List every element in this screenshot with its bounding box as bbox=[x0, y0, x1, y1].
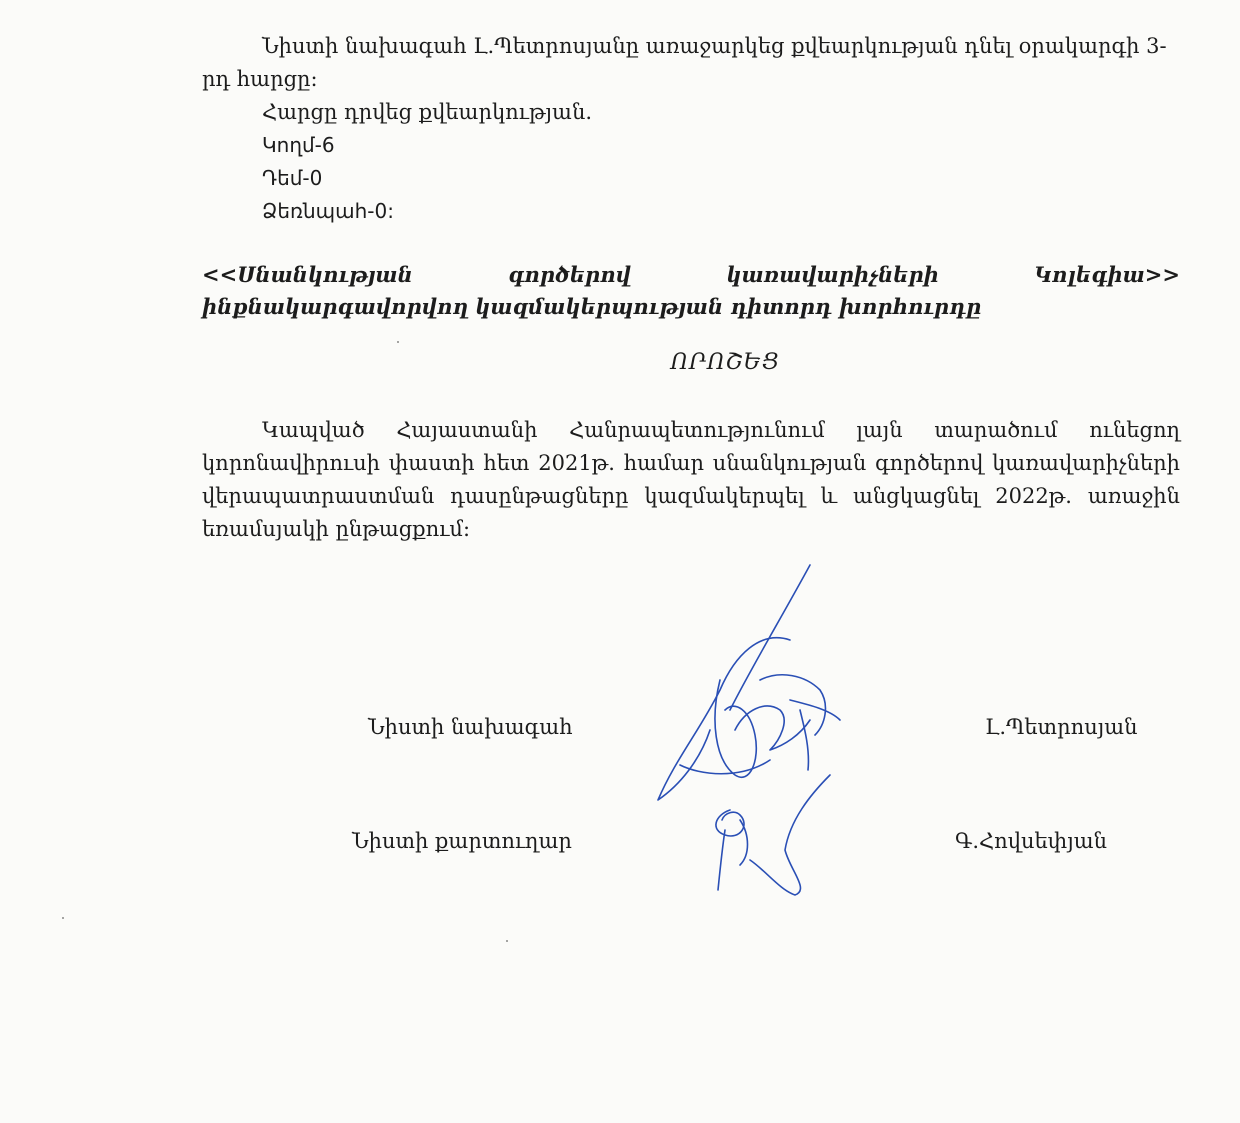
paper-speck bbox=[62, 917, 64, 919]
vote-for: Կողմ-6 bbox=[262, 133, 335, 157]
resolution-body: <<Սնանկության գործերով կառավարիչների Կոլեգիա>> ինքնակարգավորվող կազմակերպության դիտորդ խորհուրդը bbox=[202, 262, 1180, 319]
paper-speck bbox=[506, 940, 508, 942]
paper-speck bbox=[397, 341, 399, 343]
signature-stroke bbox=[658, 638, 790, 800]
secretary-title: Նիստի քարտուղար bbox=[352, 829, 572, 853]
chair-title: Նիստի նախագահ bbox=[368, 715, 573, 739]
signature-stroke bbox=[680, 760, 770, 774]
signature-stroke bbox=[730, 565, 810, 710]
handwritten-signatures bbox=[640, 560, 860, 900]
chair-name: Լ.Պետրոսյան bbox=[985, 715, 1138, 739]
vote-against: Դեմ-0 bbox=[262, 166, 323, 190]
vote-intro: Հարցը դրվեց քվեարկության. bbox=[262, 100, 593, 124]
signature-stroke bbox=[750, 775, 830, 895]
secretary-name: Գ.Հովսեփյան bbox=[955, 829, 1107, 853]
signature-stroke bbox=[800, 710, 808, 770]
signature-stroke bbox=[740, 820, 748, 865]
signature-stroke bbox=[718, 830, 725, 890]
signature-stroke bbox=[716, 810, 744, 836]
decision-title: ՈՐՈՇԵՑ bbox=[670, 350, 780, 375]
decision-text: Կապված Հայաստանի Հանրապետությունում լայն տարածում ունեցող կորոնավիրուսի փաստի հետ 2021թ. համար սնանկության գործերով կառավարիչների վերապատրաստման դասընթացները կազմակերպել և անցկացնել 2022թ. առաջին եռամսյակի ընթացքում: bbox=[202, 418, 1180, 541]
signature-stroke bbox=[760, 675, 825, 735]
signature-stroke bbox=[790, 700, 840, 720]
paragraph-proposal: Նիստի նախագահ Լ.Պետրոսյանը առաջարկեց քվեարկության դնել օրակարգի 3-րդ հարցը: bbox=[202, 34, 1167, 91]
vote-abstain: Ձեռնպահ-0: bbox=[262, 199, 394, 223]
